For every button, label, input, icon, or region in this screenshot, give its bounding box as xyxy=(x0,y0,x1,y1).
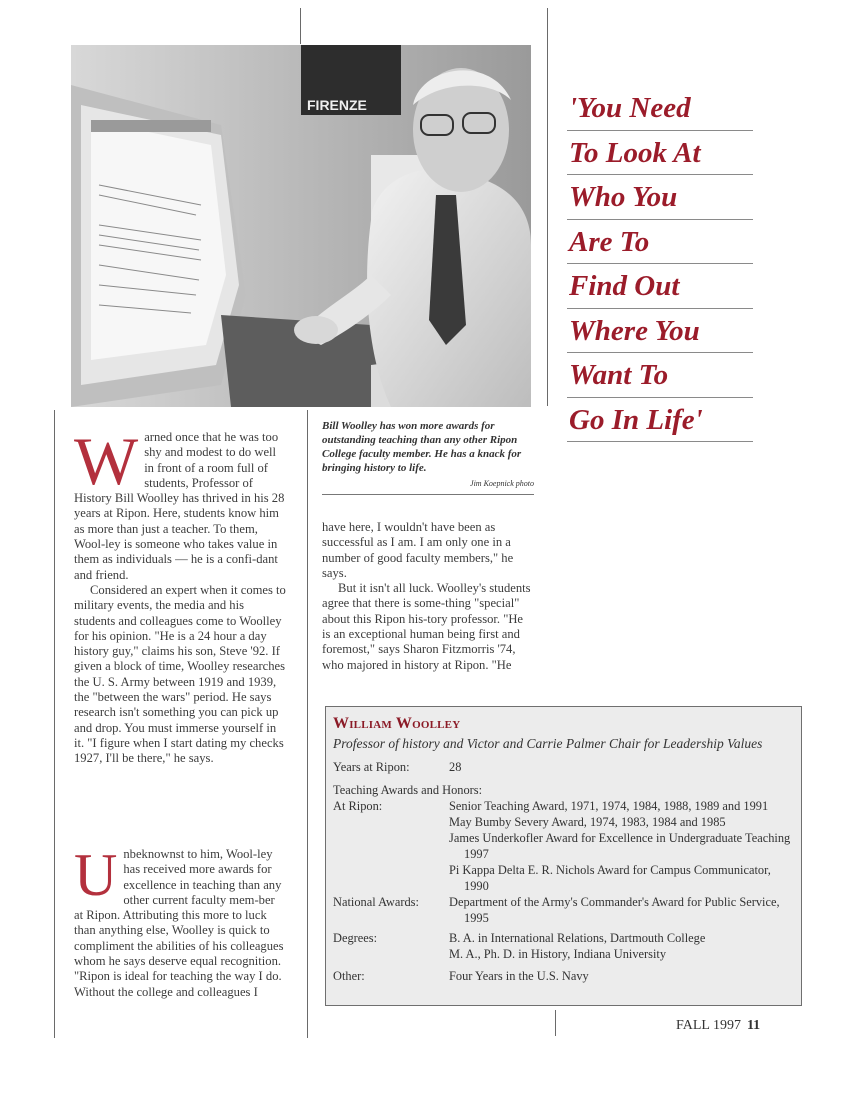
infobox-row-years xyxy=(333,759,791,775)
column-rule-bottom xyxy=(555,1010,556,1036)
pull-quote xyxy=(567,86,753,442)
infobox-label: Degrees: xyxy=(333,931,378,945)
infobox-values xyxy=(449,798,791,894)
paragraph-text: nbeknownst to him, Wool-ley has received more awards for excellence in teaching than any other current faculty mem-ber at Ripon. Attributing this more to luck than anything else, Woolley is quick to compliment the abilities of his colleagues whom he says deserve equal recognition. "Ripon is ideal for teaching the way I do. Without the college and colleagues I xyxy=(74,847,284,999)
pull-quote-line: To Look At xyxy=(567,131,753,176)
pull-quote-line: Are To xyxy=(567,220,753,265)
page-folio xyxy=(676,1018,760,1034)
infobox-value: Four Years in the U.S. Navy xyxy=(449,969,589,983)
photo-professor-at-computer xyxy=(71,45,531,407)
caption-text: Bill Woolley has won more awards for outstanding teaching than any other Ripon College faculty member. He has a knack for bringing history to life. xyxy=(322,420,522,474)
infobox-value: 28 xyxy=(449,760,462,774)
drop-cap: W xyxy=(74,423,139,499)
photo-caption xyxy=(322,419,534,491)
issue-label: FALL 1997 xyxy=(676,1018,741,1033)
infobox-label: Other: xyxy=(333,969,365,983)
pull-quote-line: Want To xyxy=(567,353,753,398)
page-number: 11 xyxy=(746,1018,761,1033)
infobox-row-national xyxy=(333,894,791,926)
infobox-label: Years at Ripon: xyxy=(333,760,410,774)
article-column-left-lower xyxy=(74,842,286,1000)
infobox-value: M. A., Ph. D. in History, Indiana University xyxy=(449,947,667,961)
article-paragraph: But it isn't all luck. Woolley's students agree that there is some-thing "special" about this Ripon his-tory professor. "He is an exceptional human being first and foremost," says Sharon Fitzmorris '74, who majored in history at Ripon. "He xyxy=(322,581,531,672)
infobox-values xyxy=(449,894,791,926)
column-rule-left xyxy=(300,8,301,44)
pull-quote-line: 'You Need xyxy=(567,86,753,131)
article-paragraph xyxy=(74,842,286,1000)
infobox-values xyxy=(449,930,791,962)
infobox-value: Department of the Army's Commander's Award for Public Service, 1995 xyxy=(449,895,780,925)
column-rule-mid xyxy=(307,410,308,1038)
article-paragraph: Considered an expert when it comes to military events, the media and his students and colleagues come to Woolley for his opinion. "He is a 24 hour a day history guy," claims his son, Steve '92. If given a block of time, Woolley researches the U. S. Army between 1919 and 1939, the "between the wars" period. He says research isn't something you can pick up and drop. You must immerse yourself in it. "I figure when I start dating my checks 1927, I'll be there," he says. xyxy=(74,582,286,766)
article-column-middle xyxy=(322,520,534,673)
caption-rule xyxy=(322,494,534,495)
profile-infobox xyxy=(325,706,802,1006)
pull-quote-line: Go In Life' xyxy=(567,398,753,443)
pull-quote-line: Find Out xyxy=(567,264,753,309)
infobox-values xyxy=(449,968,791,984)
infobox-label: At Ripon: xyxy=(333,799,383,813)
article-column-left xyxy=(74,423,286,767)
infobox-awards-heading: Teaching Awards and Honors: xyxy=(333,783,483,797)
pull-quote-line: Who You xyxy=(567,175,753,220)
infobox-title: Professor of history and Victor and Carrie Palmer Chair for Leadership Values xyxy=(333,736,763,751)
infobox-name: William Woolley xyxy=(333,715,461,732)
poster-text: FIRENZE xyxy=(307,97,367,113)
infobox-row-at-ripon xyxy=(333,798,791,894)
infobox-label: National Awards: xyxy=(333,895,419,909)
infobox-value: Pi Kappa Delta E. R. Nichols Award for Campus Communicator, 1990 xyxy=(449,863,771,893)
infobox-row-degrees xyxy=(333,930,791,962)
drop-cap: U xyxy=(74,842,118,908)
infobox-value: May Bumby Severy Award, 1974, 1983, 1984 and 1985 xyxy=(449,815,726,829)
paragraph-text: arned once that he was too shy and modest to do well in front of a room full of students, Professor of History Bill Woolley has thrived in his 28 years at Ripon. Here, students know him as more than just a teacher. To them, Wool-ley is someone who takes value in them as individuals — he is a confi-dant and friend. xyxy=(74,430,285,582)
infobox-value: James Underkofler Award for Excellence in Undergraduate Teaching 1997 xyxy=(449,831,791,861)
article-paragraph xyxy=(74,423,286,583)
infobox-value: Senior Teaching Award, 1971, 1974, 1984, 1988, 1989 and 1991 xyxy=(449,799,769,813)
photo-credit: Jim Koepnick photo xyxy=(470,479,534,488)
pull-quote-line: Where You xyxy=(567,309,753,354)
infobox-value: B. A. in International Relations, Dartmouth College xyxy=(449,931,706,945)
column-rule-right xyxy=(547,8,548,406)
column-rule-left-lower xyxy=(54,410,55,1038)
infobox-row-other xyxy=(333,968,791,984)
article-paragraph: have here, I wouldn't have been as successful as I am. I am only one in a number of good faculty members," he says. xyxy=(322,520,514,580)
